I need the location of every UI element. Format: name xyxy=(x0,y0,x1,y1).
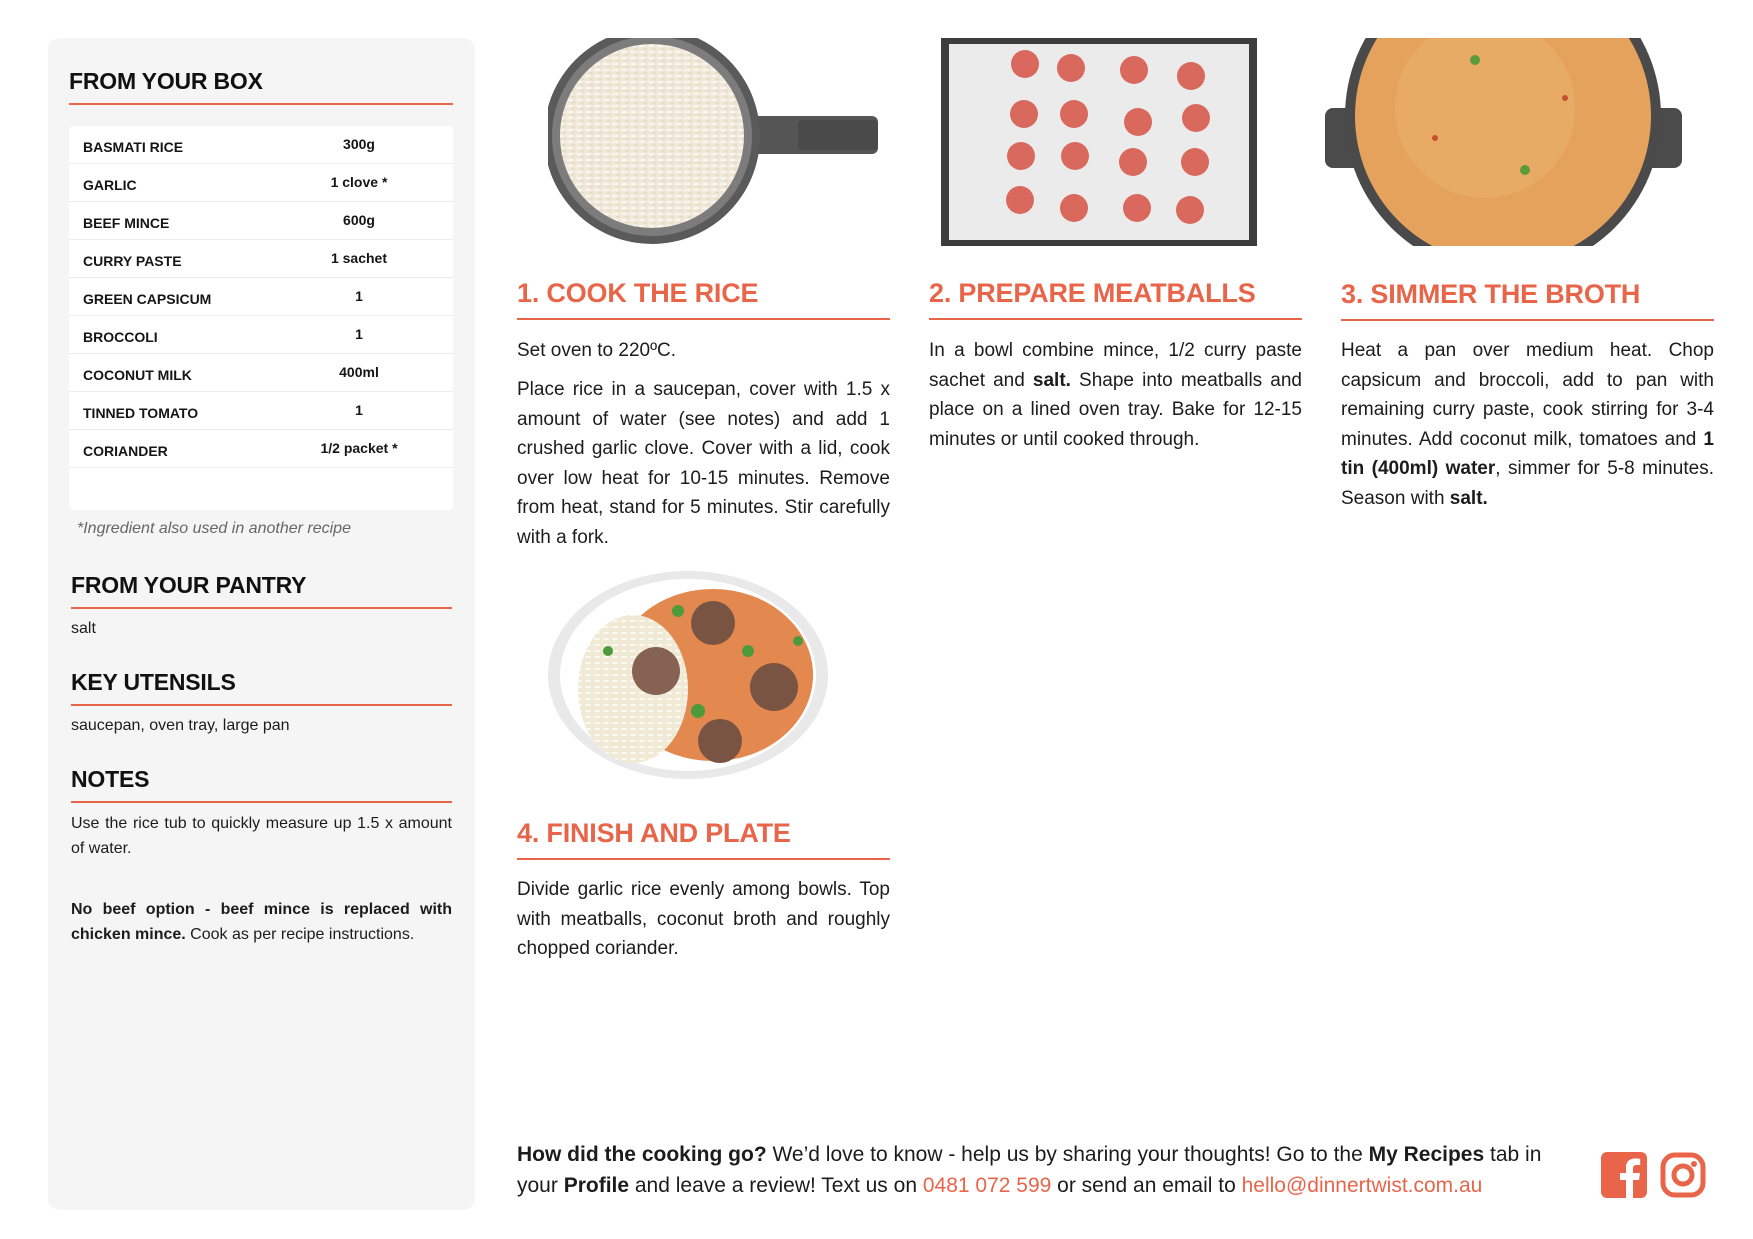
step-3-instructions xyxy=(1341,336,1714,513)
step-1-title: 1. COOK THE RICE xyxy=(517,278,759,308)
step-1-instructions: Place rice in a saucepan, cover with 1.5 x amount of water (see notes) and add 1 crushed garlic clove. Cover with a lid, cook over low heat for 10-15 minutes. Remove from heat, stand for 5 minutes. Stir carefully with a fork. xyxy=(517,379,890,548)
step-2-title: 2. PREPARE MEATBALLS xyxy=(929,278,1256,308)
table-row xyxy=(69,316,453,354)
ingredients-table xyxy=(69,126,453,510)
ingredient-qty: 1/2 packet * xyxy=(320,440,398,456)
utensils-list: saucepan, oven tray, large pan xyxy=(71,717,290,734)
ingredient-qty: 1 xyxy=(355,288,363,304)
utensils-title: KEY UTENSILS xyxy=(71,669,236,695)
table-row xyxy=(69,240,453,278)
note-no-beef xyxy=(71,897,452,947)
step-2-bold-salt: salt. xyxy=(1032,369,1071,391)
plated-dish-photo xyxy=(548,571,878,779)
feedback-question: How did the cooking go? xyxy=(517,1143,767,1166)
divider xyxy=(929,318,1302,320)
step-2-text-a: In a bowl combine mince, 1/2 curry paste sachet and xyxy=(929,340,1302,391)
note-no-beef-bold: No beef option - beef mince is replaced with chicken mince. xyxy=(71,901,452,943)
rice-photo xyxy=(548,38,878,246)
step-3-text-a: Heat a pan over medium heat. Chop capsicum and broccoli, add to pan with remaining curry paste, cook stirring for 3-4 minutes. Add coconut milk, tomatoes and xyxy=(1341,340,1714,450)
divider xyxy=(69,103,453,105)
feedback-text: or send an email to xyxy=(1051,1174,1242,1197)
step-3-title: 3. SIMMER THE BROTH xyxy=(1341,279,1641,309)
from-box-title: FROM YOUR BOX xyxy=(69,68,263,94)
divider xyxy=(71,704,452,706)
ingredient-name: GARLIC xyxy=(83,177,137,193)
ingredient-name: COCONUT MILK xyxy=(83,367,192,383)
pantry-title: FROM YOUR PANTRY xyxy=(71,572,307,598)
step-4-title: 4. FINISH AND PLATE xyxy=(517,818,791,848)
ingredient-name: BASMATI RICE xyxy=(83,139,184,155)
divider xyxy=(71,607,452,609)
ingredient-qty: 600g xyxy=(343,212,375,228)
feedback-text: We’d love to know - help us by sharing your thoughts! Go to the xyxy=(766,1143,1369,1166)
profile-label: Profile xyxy=(563,1174,630,1197)
pantry-items: salt xyxy=(71,620,96,637)
ingredient-name: CURRY PASTE xyxy=(83,253,182,269)
ingredient-name: BEEF MINCE xyxy=(83,215,170,231)
divider xyxy=(1341,319,1714,321)
instagram-icon[interactable] xyxy=(1660,1152,1706,1198)
feedback-text: tab in your xyxy=(517,1143,1542,1197)
phone-link[interactable]: 0481 072 599 xyxy=(922,1174,1052,1197)
ingredients-sidebar xyxy=(48,38,475,1210)
note-rice-measure: Use the rice tub to quickly measure up 1.5 x amount of water. xyxy=(71,815,452,857)
ingredient-qty: 1 xyxy=(355,326,363,342)
divider xyxy=(517,858,890,860)
ingredient-qty: 400ml xyxy=(339,364,379,380)
table-row xyxy=(69,354,453,392)
feedback-message xyxy=(517,1139,1572,1201)
notes-title: NOTES xyxy=(71,766,150,792)
step-3-bold-salt: salt. xyxy=(1449,487,1488,509)
step-4-instructions: Divide garlic rice evenly among bowls. Top with meatballs, coconut broth and roughly chopped coriander. xyxy=(517,879,890,959)
table-row xyxy=(69,278,453,316)
ingredient-qty: 1 clove * xyxy=(330,174,388,190)
ingredient-name: CORIANDER xyxy=(83,443,168,459)
note-no-beef-rest: Cook as per recipe instructions. xyxy=(185,926,415,943)
table-row xyxy=(69,392,453,430)
email-link[interactable]: hello@dinnertwist.com.au xyxy=(1241,1174,1483,1197)
table-row xyxy=(69,126,453,164)
table-row xyxy=(69,202,453,240)
step-2-text-b: Shape into meatballs and place on a lined oven tray. Bake for 12-15 minutes or until cooked through. xyxy=(929,369,1302,450)
feedback-text: and leave a review! Text us on xyxy=(629,1174,923,1197)
table-row xyxy=(69,164,453,202)
my-recipes-label: My Recipes xyxy=(1368,1143,1485,1166)
broth-pan-photo xyxy=(1325,38,1682,246)
step-3-bold-water: 1 tin (400ml) water xyxy=(1341,428,1714,479)
ingredient-name: TINNED TOMATO xyxy=(83,405,199,421)
table-row xyxy=(69,430,453,468)
ingredient-name: BROCCOLI xyxy=(83,329,158,345)
step-2-instructions xyxy=(929,336,1302,454)
divider xyxy=(517,318,890,320)
step-1-oven: Set oven to 220ºC. xyxy=(517,340,677,361)
ingredient-footnote: *Ingredient also used in another recipe xyxy=(77,520,351,537)
meatballs-tray-photo xyxy=(941,38,1277,246)
ingredient-qty: 1 sachet xyxy=(330,250,388,266)
divider xyxy=(71,801,452,803)
ingredient-qty: 1 xyxy=(355,402,363,418)
ingredient-qty: 300g xyxy=(343,136,375,152)
ingredient-name: GREEN CAPSICUM xyxy=(83,291,212,307)
step-3-text-b: , simmer for 5-8 minutes. Season with xyxy=(1341,458,1714,509)
facebook-icon[interactable] xyxy=(1601,1152,1647,1198)
